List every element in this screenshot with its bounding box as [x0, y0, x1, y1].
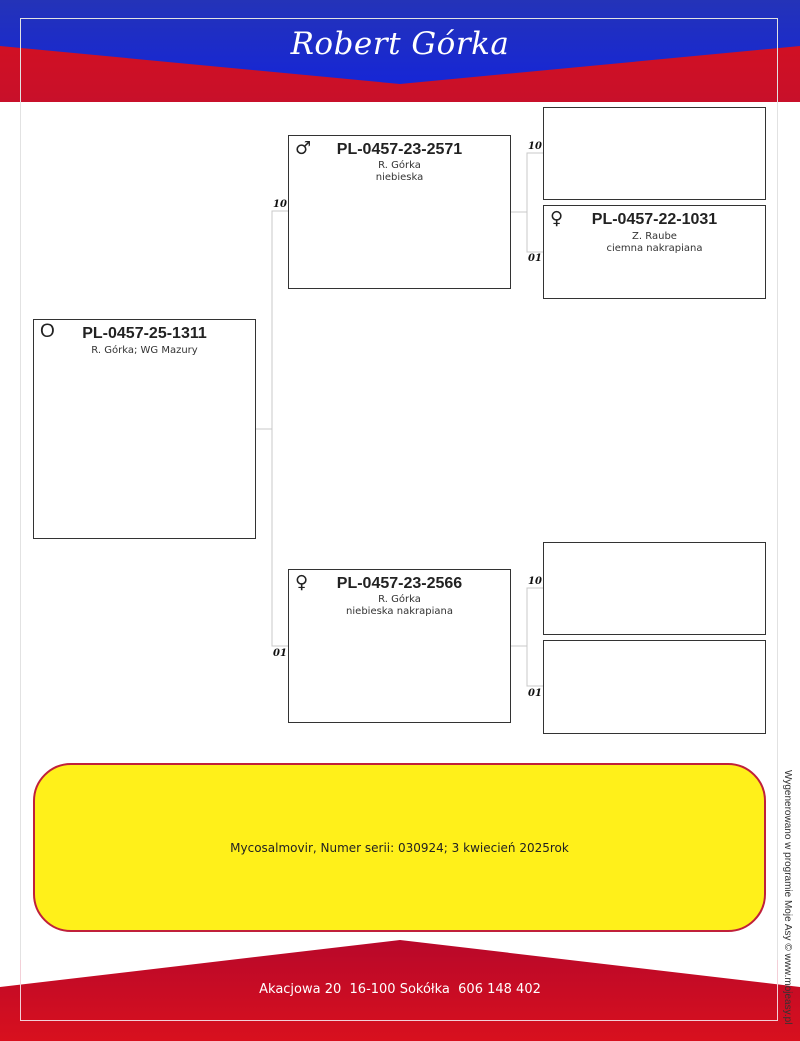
mother-breeder: R. Górka [378, 594, 421, 605]
father-father-card[interactable] [543, 107, 766, 200]
mother-father-code: 10 [528, 576, 542, 587]
father-card[interactable] [288, 135, 511, 289]
female-icon: ♀ [550, 208, 564, 229]
footer-address: Akacjowa 20 16-100 Sokółka 606 148 402 [259, 982, 541, 997]
father-mother-code: 01 [528, 253, 542, 264]
pigeon-card[interactable] [33, 319, 256, 539]
female-icon: ♀ [295, 572, 309, 593]
mother-color: niebieska nakrapiana [346, 606, 453, 617]
father-breeder: R. Górka [378, 160, 421, 171]
mother-father-card[interactable] [543, 542, 766, 635]
father-mother-color: ciemna nakrapiana [606, 243, 703, 254]
father-color: niebieska [375, 172, 424, 183]
unknown-sex-icon: O [40, 321, 55, 342]
father-ring-number: PL-0457-23-2571 [336, 141, 463, 158]
generator-watermark: Wygenerowano w programie Moje Asy © www.mojeasy.pl [782, 770, 793, 1025]
father-code: 10 [273, 199, 287, 210]
father-father-code: 10 [528, 141, 542, 152]
owner-name: Robert Górka [290, 26, 510, 62]
mother-code: 01 [273, 648, 287, 659]
mother-mother-card[interactable] [543, 640, 766, 734]
father-mother-card[interactable] [543, 205, 766, 299]
mother-mother-code: 01 [528, 688, 542, 699]
pigeon-details: R. Górka; WG Mazury [91, 345, 198, 356]
notes-text: Mycosalmovir, Numer serii: 030924; 3 kwiecień 2025rok [230, 841, 569, 855]
mother-card[interactable] [288, 569, 511, 723]
father-mother-breeder: Z. Raube [632, 231, 677, 242]
pigeon-ring-number: PL-0457-25-1311 [82, 325, 207, 342]
male-icon: ♂ [295, 138, 312, 159]
notes-box [33, 763, 766, 932]
father-mother-ring-number: PL-0457-22-1031 [591, 211, 718, 228]
mother-ring-number: PL-0457-23-2566 [336, 575, 463, 592]
